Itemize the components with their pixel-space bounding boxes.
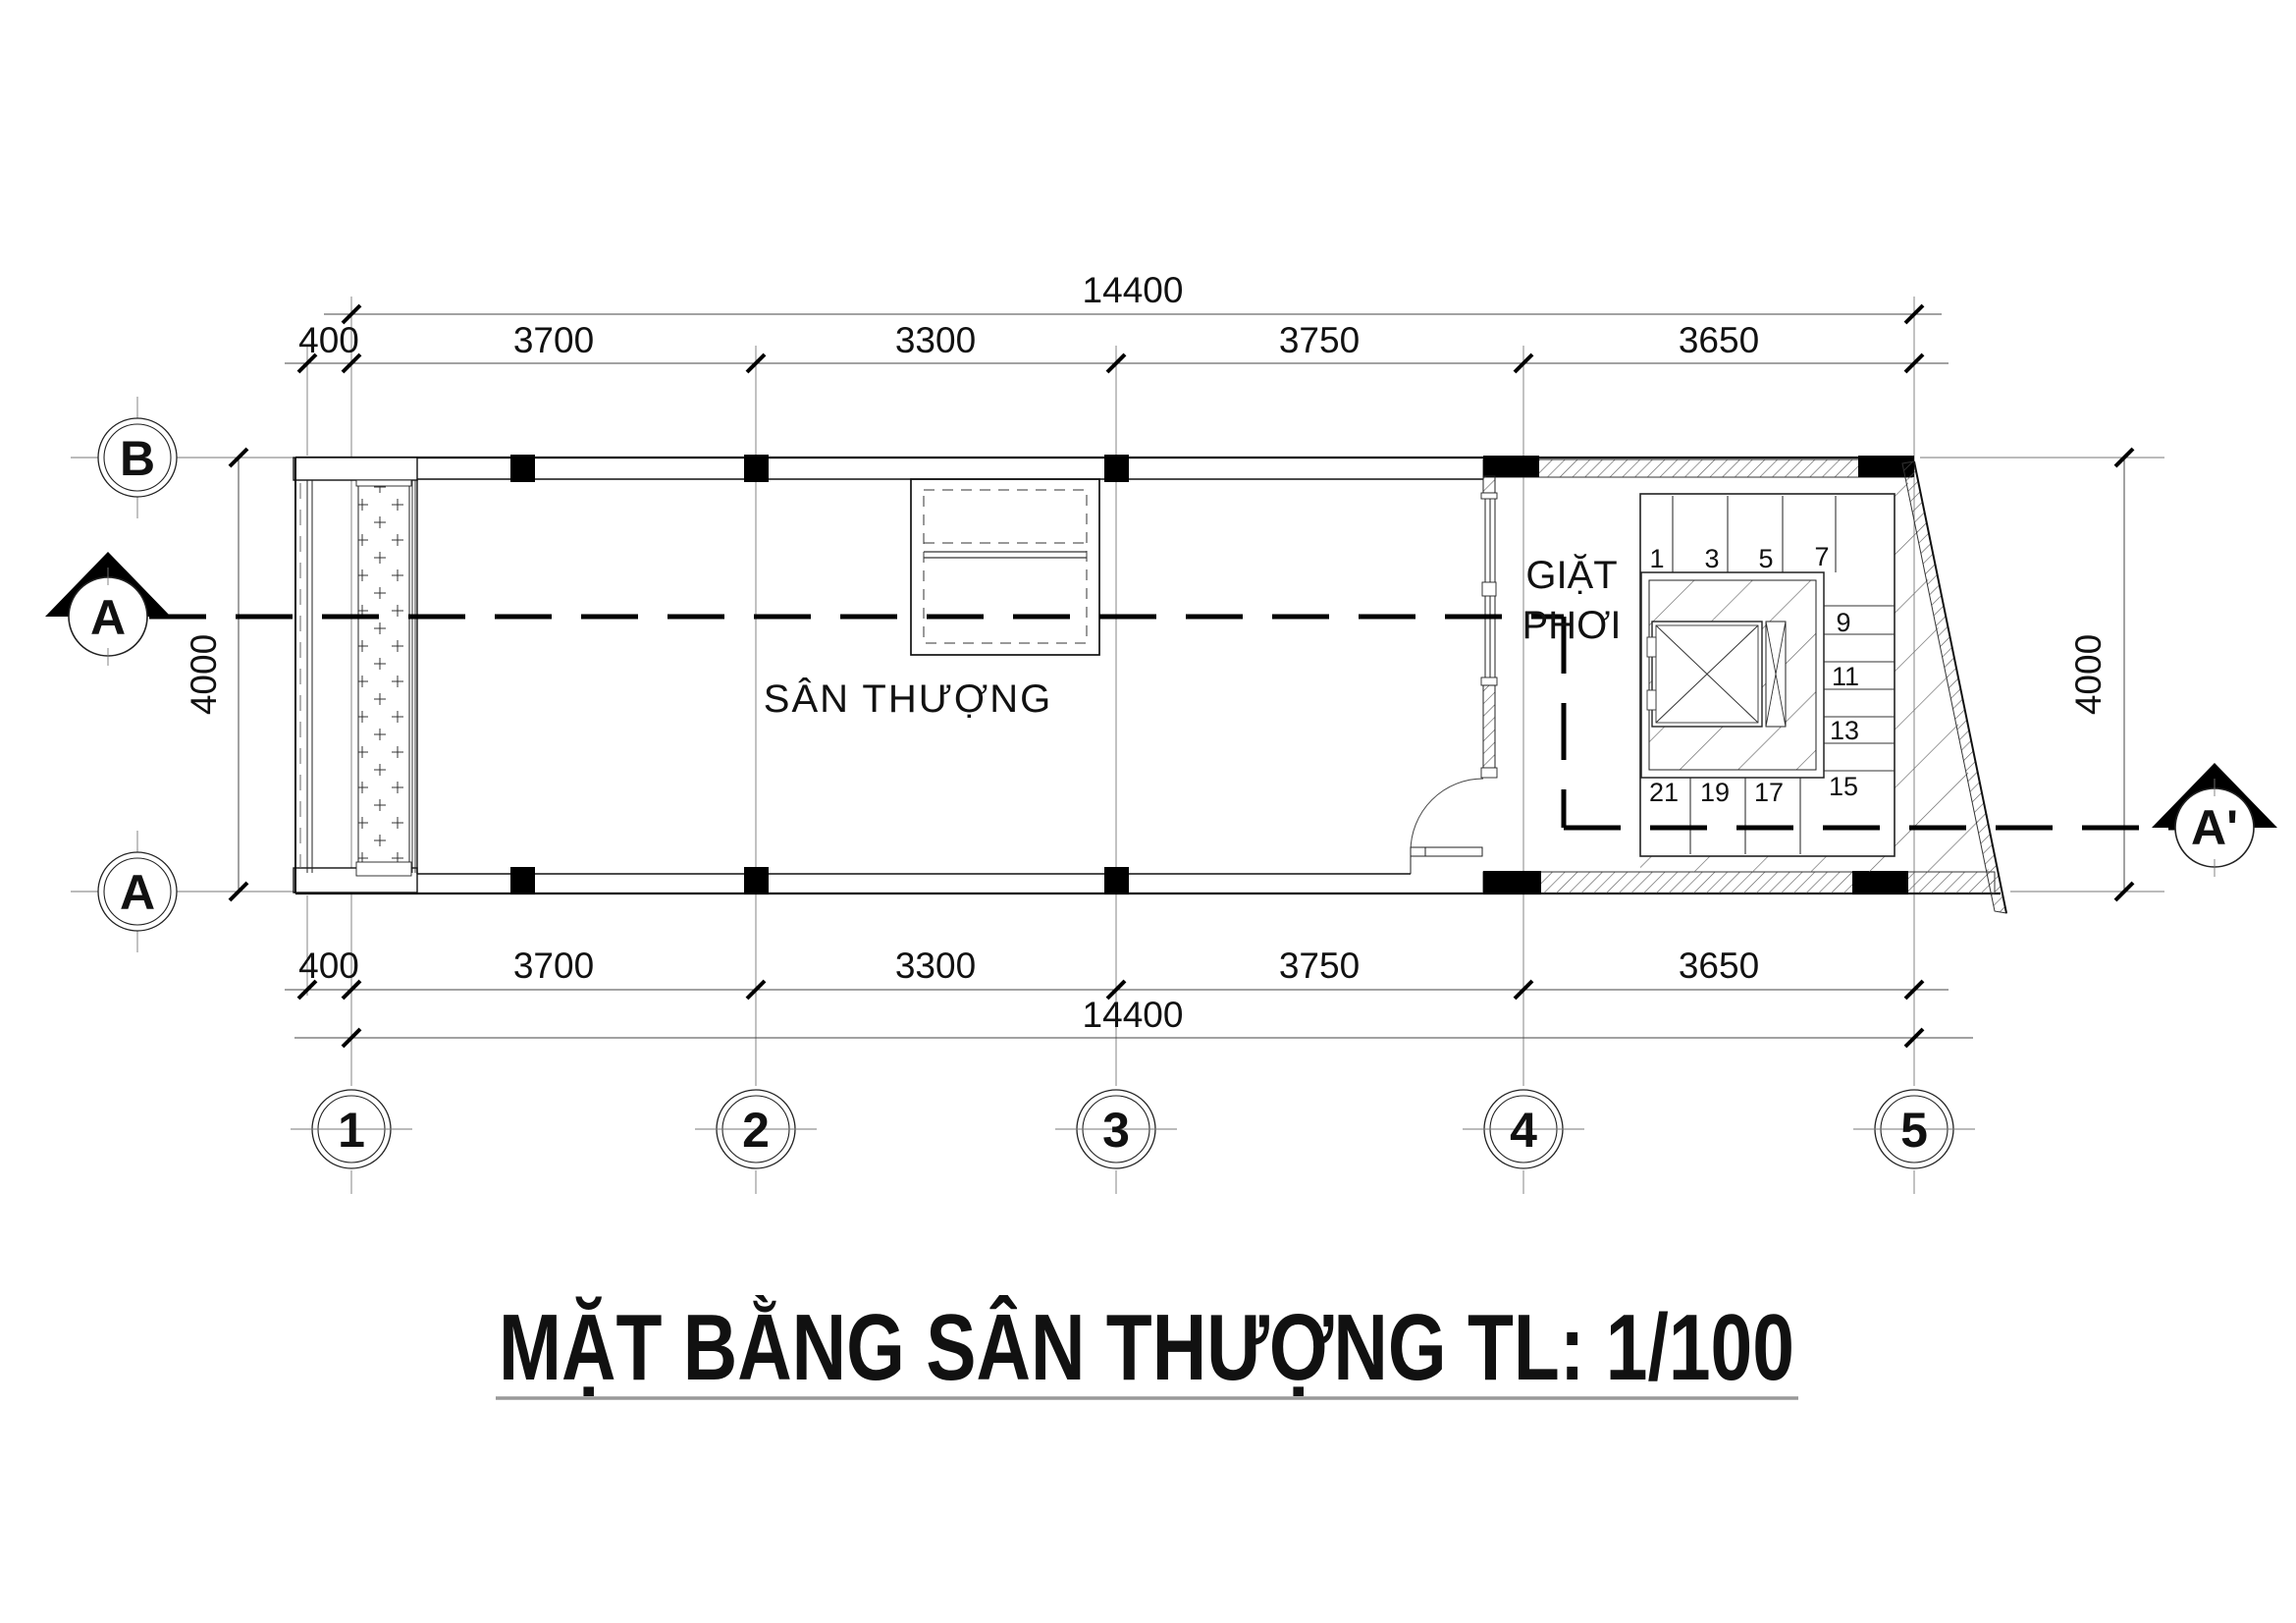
grid-label-4: 4 [1510,1103,1537,1158]
section-marker-end [2152,763,2277,877]
grid-bubble-B [98,418,177,497]
grid-label-B: B [119,431,156,486]
grid-label-1: 1 [338,1103,365,1158]
tread-17: 17 [1753,778,1785,807]
dim-bot-seg-3700: 3700 [512,946,595,986]
tread-19: 19 [1699,778,1731,807]
elevator-door-notch [1647,690,1656,710]
grid-bubble-1 [291,1090,412,1168]
tread-9: 9 [1836,608,1851,637]
laundry-line1: GIẶT [1525,554,1618,597]
drawing-title: MẶT BẰNG SÂN THƯỢNG TL: 1/100 [499,1295,2118,1400]
section-marker-start [45,552,171,666]
dim-bot-seg-3300: 3300 [894,946,977,986]
grid-label-A: A [119,865,156,920]
dimension-bottom [285,946,1973,1047]
dim-bot-overall: 14400 [1082,995,1184,1035]
skylight-opening [911,479,1099,655]
grid-label-5: 5 [1900,1103,1928,1158]
section-label-A: A [89,590,127,645]
tread-3: 3 [1704,544,1720,573]
dimension-left [184,449,247,900]
room-label-laundry [1522,553,1622,647]
drawing-title-block [496,1294,2118,1400]
grid-label-3: 3 [1102,1103,1130,1158]
dim-top-overall: 14400 [1082,270,1184,310]
grid-bubble-2 [695,1090,817,1168]
section-cut-line [149,617,2175,828]
grid-bubble-5 [1853,1090,1975,1168]
tread-7: 7 [1814,542,1830,571]
dim-top-seg-3750: 3750 [1278,320,1361,360]
grid-bubble-A [98,852,177,931]
section-label-A-prime: A' [2191,800,2238,855]
tread-1: 1 [1649,544,1665,573]
tread-5: 5 [1758,544,1774,573]
dim-left-4000: 4000 [184,633,224,716]
door [1411,779,1483,874]
dim-top-seg-3700: 3700 [512,320,595,360]
grid-bubble-4 [1463,1090,1584,1168]
staircase [1640,479,1989,872]
tread-21: 21 [1648,778,1680,807]
left-parapet-planter [295,458,417,893]
dim-right-4000: 4000 [2068,633,2109,716]
dim-bot-seg-3650: 3650 [1678,946,1760,986]
grid-bubbles-columns [291,1090,1975,1168]
laundry-line2: PHƠI [1522,604,1622,647]
dim-top-seg-400: 400 [298,320,359,360]
grid-label-2: 2 [742,1103,770,1158]
tread-15: 15 [1828,772,1859,801]
planter-strip [358,483,409,864]
tread-11: 11 [1831,662,1860,691]
dim-bot-seg-3750: 3750 [1278,946,1361,986]
tread-13: 13 [1829,716,1860,745]
grid-bubble-3 [1055,1090,1177,1168]
room-label-terrace: SÂN THƯỢNG [763,677,1053,721]
dim-top-seg-3300: 3300 [894,320,977,360]
elevator-door-notch [1647,637,1656,657]
dimension-top [285,270,1949,372]
dimension-right [2068,449,2133,900]
dim-bot-seg-400: 400 [298,946,359,986]
dim-top-seg-3650: 3650 [1678,320,1760,360]
laundry-window-wall [1481,476,1497,778]
